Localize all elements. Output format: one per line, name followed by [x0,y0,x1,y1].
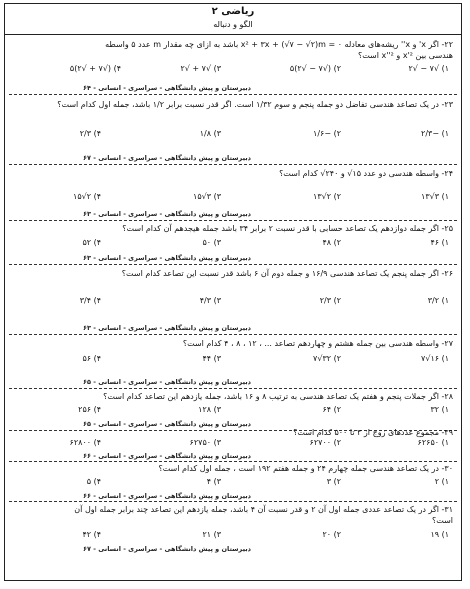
option-3[interactable]: ۳) ۱/۸ [199,129,221,138]
option-2[interactable]: ۲) ۶۲۷۰۰ [309,438,341,447]
options-27 [5,354,461,368]
option-4[interactable]: ۴) ۲√۱۵ [73,192,101,201]
option-1[interactable]: ۱) ۳۲ [430,405,449,414]
question-text: ۲۴- واسطه هندسی دو عدد ۱۵√ و ۲۴۰√ کدام است؟ [279,169,453,178]
option-3[interactable]: ۳) ۴/۳ [199,296,221,305]
options-26 [5,296,461,310]
option-2[interactable]: ۲) (√۷ − √۲)۵ [289,64,341,73]
options-24 [5,192,461,206]
option-4[interactable]: ۴) ۳/۴ [79,296,101,305]
question-30 [13,463,453,474]
option-3[interactable]: ۳) ۵۰ [202,238,221,247]
source-24: دبیرستان و پیش دانشگاهی - سراسری - انسانی - ۶۳ [83,210,251,218]
option-3[interactable]: ۳) √۷ + √۲ [180,64,221,73]
option-3[interactable]: ۳) ۲۱ [202,530,221,539]
options-22 [5,64,461,78]
option-4[interactable]: ۴) ۵۲ [82,238,101,247]
source-30: دبیرستان و پیش دانشگاهی - سراسری - انسانی - ۶۶ [83,492,251,500]
option-1[interactable]: ۱) ۱۹ [430,530,449,539]
divider [9,94,457,95]
option-3[interactable]: ۳) ۴۴ [202,354,221,363]
option-2[interactable]: ۲) ۲۰ [322,530,341,539]
question-text: ۲۸- اگر جملات پنجم و هفتم یک تصاعد هندسی به ترتیب ۸ و ۱۶ باشد، جمله یازدهم این تصاعد کدام است؟ [103,392,453,401]
question-text: ۲۷- واسطه هندسی بین جمله هشتم و چهاردهم تصاعد ... ، ۱۲ ، ۸ ، ۴ کدام است؟ [182,339,453,348]
exam-page [4,3,462,581]
divider [9,501,457,502]
question-text: ۲۳- در یک تصاعد هندسی تفاضل دو جمله پنجم و سوم ۱/۳۲ است. اگر قدر نسبت برابر ۱/۲ باشد، جمله اول کدام است؟ [57,100,453,109]
source-27: دبیرستان و پیش دانشگاهی - سراسری - انسانی - ۶۵ [83,378,251,386]
question-25 [13,223,453,234]
options-23 [5,129,461,143]
option-4[interactable]: ۴) (√۷ + √۲)۵ [69,64,121,73]
option-2[interactable]: ۲) −۱/۶ [313,129,341,138]
option-4[interactable]: ۴) ۵۶ [82,354,101,363]
option-1[interactable]: ۱) ۱۶√۷ [421,354,449,363]
option-1[interactable]: ۱) ۶۲۶۵۰ [417,438,449,447]
option-1[interactable]: ۱) ۳/۲ [427,296,449,305]
option-1[interactable]: ۱) √۷ − √۲ [408,64,449,73]
option-2[interactable]: ۲) ۳۲√۷ [313,354,341,363]
option-4[interactable]: ۴) ۲/۳ [79,129,101,138]
options-30 [5,477,461,491]
option-2[interactable]: ۲) ۳ [326,477,341,486]
option-2[interactable]: ۲) ۴۸ [322,238,341,247]
option-4[interactable]: ۴) ۲۵۶ [78,405,101,414]
divider [9,461,457,462]
option-3[interactable]: ۳) ۶۲۷۵۰ [189,438,221,447]
question-text-2: هندسی بین x'² و x''² است؟ [357,51,453,60]
options-29 [5,438,461,452]
option-2[interactable]: ۲) ۲/۳ [319,296,341,305]
option-4[interactable]: ۴) ۴۲ [82,530,101,539]
page-title: ریاضی ۲ [211,6,255,17]
divider [9,264,457,265]
question-text: ۳۰- در یک تصاعد هندسی جمله چهارم ۲۴ و جمله هفتم ۱۹۲ است ، جمله اول کدام است؟ [158,464,453,473]
question-text-2: است؟ [431,516,453,525]
page-header [5,4,461,35]
option-1[interactable]: ۱) −۲/۳ [421,129,449,138]
divider [9,334,457,335]
divider [9,388,457,389]
source-28: دبیرستان و پیش دانشگاهی - سراسری - انسانی - ۶۵ [83,420,251,428]
page-subtitle: الگو و دنباله [213,20,253,29]
options-28 [5,405,461,419]
question-26 [13,268,453,279]
source-25: دبیرستان و پیش دانشگاهی - سراسری - انسانی - ۶۳ [83,254,251,262]
divider [9,220,457,221]
question-24 [13,168,453,179]
question-text: ۲۶- اگر جمله پنجم یک تصاعد هندسی ۱۶/۹ و جمله دوم آن ۶ باشد قدر نسبت این تصاعد کدام است؟ [121,269,453,278]
divider [9,164,457,165]
option-1[interactable]: ۱) ۴۶ [430,238,449,247]
question-31 [13,504,453,526]
question-text: ۲۵- اگر جمله دوازدهم یک تصاعد حسابی با قدر نسبت ۲ برابر ۳۴ باشد جمله هیجدهم آن کدام است؟ [122,224,453,233]
source-22: دبیرستان و پیش دانشگاهی - سراسری - انسانی - ۶۴ [83,84,251,92]
option-4[interactable]: ۴) ۵ [86,477,101,486]
source-31: دبیرستان و پیش دانشگاهی - سراسری - انسانی - ۶۷ [83,545,251,553]
option-4[interactable]: ۴) ۶۲۸۰۰ [69,438,101,447]
question-23 [13,99,453,110]
option-3[interactable]: ۳) ۴ [206,477,221,486]
question-text: ۳۱- اگر در یک تصاعد عددی جمله اول آن ۲ و قدر نسبت آن ۴ باشد، جمله یازدهم این تصاعد چند برابر جمله اول آن [74,505,453,514]
question-28 [13,391,453,402]
option-3[interactable]: ۳) ۳√۱۵ [193,192,221,201]
options-25 [5,238,461,252]
question-text: ۲۹- مجموع عددهای زوج از ۲ تا ۵۰۰ کدام است؟ [293,428,453,437]
option-3[interactable]: ۳) ۱۲۸ [198,405,221,414]
question-27 [13,338,453,349]
option-1[interactable]: ۱) ۲ [434,477,449,486]
option-2[interactable]: ۲) ۶۴ [322,405,341,414]
question-text: ۲۲- اگر x' و x'' ریشه‌های معادله x² + ۳x + (√۷ − √۲)m = ۰ باشد به ازای چه مقدار m عدد ۵ واسطه [105,40,453,49]
question-29 [13,427,453,438]
source-29: دبیرستان و پیش دانشگاهی - سراسری - انسانی - ۶۶ [83,452,251,460]
option-2[interactable]: ۲) ۲√۱۳ [313,192,341,201]
source-23: دبیرستان و پیش دانشگاهی - سراسری - انسانی - ۶۷ [83,154,251,162]
options-31 [5,530,461,544]
option-1[interactable]: ۱) ۳√۱۳ [421,192,449,201]
question-22 [13,39,453,61]
source-26: دبیرستان و پیش دانشگاهی - سراسری - انسانی - ۶۳ [83,324,251,332]
